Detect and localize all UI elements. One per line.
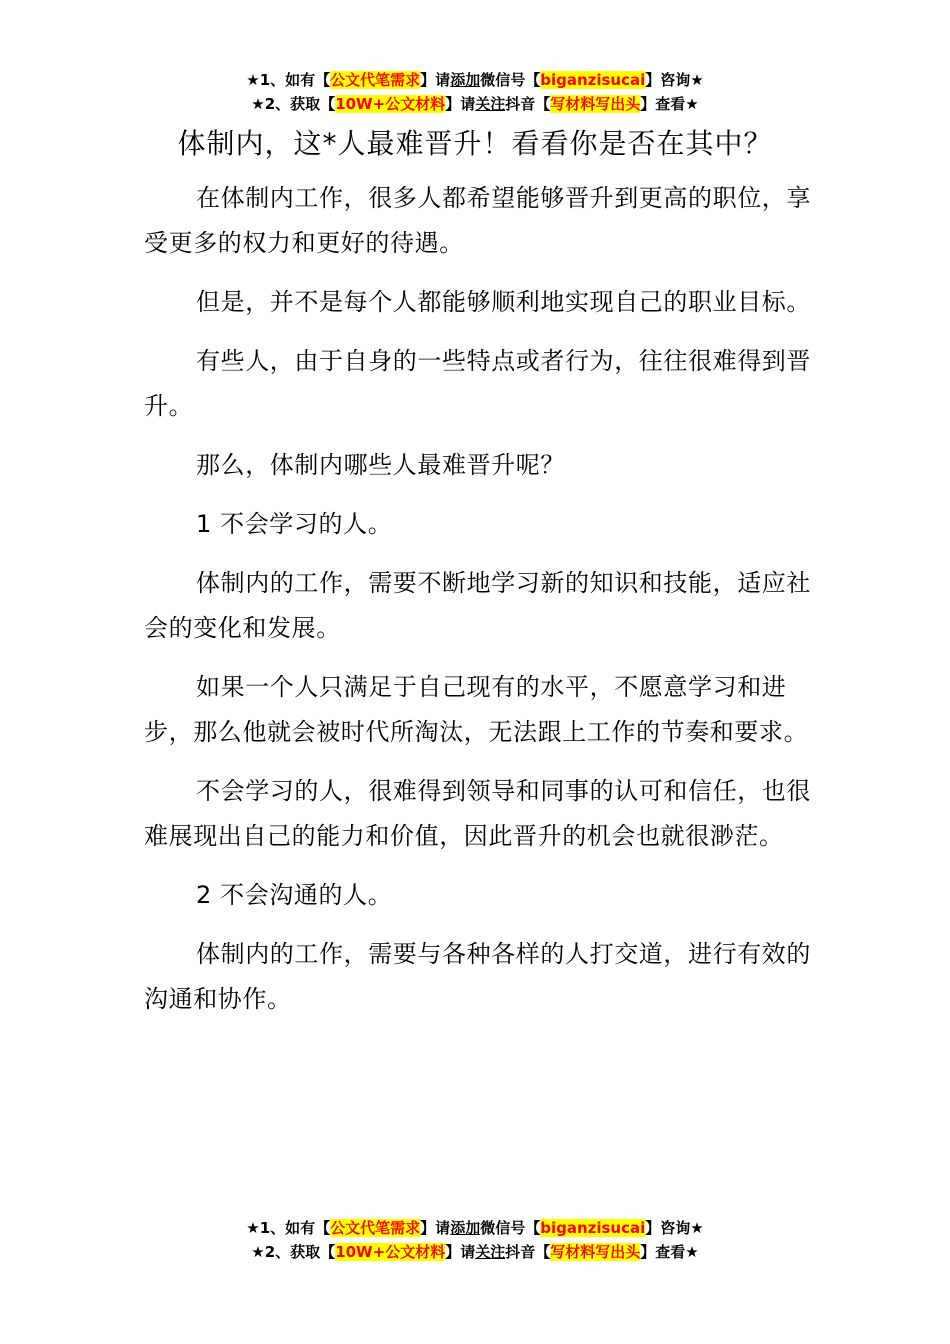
section-heading: 2 不会沟通的人。 — [196, 881, 393, 909]
promo-text: 】咨询★ — [645, 1219, 704, 1237]
paragraph: 体制内的工作，需要不断地学习新的知识和技能，适应社会的变化和发展。 — [144, 569, 811, 642]
promo-text: ★2、获取【 — [251, 95, 336, 113]
paragraph: 体制内的工作，需要与各种各样的人打交道，进行有效的沟通和协作。 — [144, 940, 811, 1013]
promo-line-1 — [0, 1216, 950, 1240]
promo-underline: 关注 — [475, 1243, 506, 1261]
promo-text: 】咨询★ — [645, 71, 704, 89]
promo-highlight: 10W+公文材料 — [335, 1243, 446, 1261]
promo-highlight: 10W+公文材料 — [335, 95, 446, 113]
paragraph: 有些人，由于自身的一些特点或者行为，往往很难得到晋升。 — [144, 347, 811, 420]
promo-highlight: biganzisucai — [540, 1219, 646, 1237]
promo-underline: 添加 — [450, 71, 481, 89]
promo-highlight: biganzisucai — [540, 71, 646, 89]
promo-highlight: 写材料写出头 — [550, 95, 641, 113]
paragraph: 但是，并不是每个人都能够顺利地实现自己的职业目标。 — [196, 288, 811, 316]
promo-underline: 关注 — [475, 95, 506, 113]
promo-text: 】请 — [420, 1219, 451, 1237]
promo-highlight: 公文代笔需求 — [330, 1219, 421, 1237]
paragraph: 不会学习的人，很难得到领导和同事的认可和信任，也很难展现出自己的能力和价值，因此晋升的机会也就很渺茫。 — [144, 777, 811, 850]
promo-text: 】请 — [420, 71, 451, 89]
promo-underline: 添加 — [450, 1219, 481, 1237]
promo-text: 抖音【 — [505, 95, 551, 113]
promo-text: 】查看★ — [640, 1243, 699, 1261]
section-heading: 1 不会学习的人。 — [196, 510, 393, 538]
promo-text: 微信号【 — [480, 71, 541, 89]
promo-text: 抖音【 — [505, 1243, 551, 1261]
promo-text: 】请 — [445, 1243, 476, 1261]
document-title: 体制内，这*人最难晋升！看看你是否在其中？ — [177, 127, 773, 160]
promo-line-1 — [0, 68, 950, 92]
promo-line-2 — [0, 92, 950, 116]
paragraph: 在体制内工作，很多人都希望能够晋升到更高的职位，享受更多的权力和更好的待遇。 — [144, 184, 811, 257]
promo-text: 】查看★ — [640, 95, 699, 113]
promo-text: 】请 — [445, 95, 476, 113]
paragraph: 如果一个人只满足于自己现有的水平，不愿意学习和进步，那么他就会被时代所淘汰，无法跟上工作的节奏和要求。 — [144, 673, 809, 746]
paragraph: 那么，体制内哪些人最难晋升呢？ — [196, 451, 565, 479]
footer-promo-banner — [0, 1216, 950, 1264]
promo-line-2 — [0, 1240, 950, 1264]
document-body — [144, 176, 814, 1036]
promo-highlight: 写材料写出头 — [550, 1243, 641, 1261]
promo-text: 微信号【 — [480, 1219, 541, 1237]
promo-text: ★1、如有【 — [246, 71, 331, 89]
header-promo-banner — [0, 68, 950, 116]
promo-text: ★2、获取【 — [251, 1243, 336, 1261]
promo-text: ★1、如有【 — [246, 1219, 331, 1237]
promo-highlight: 公文代笔需求 — [330, 71, 421, 89]
